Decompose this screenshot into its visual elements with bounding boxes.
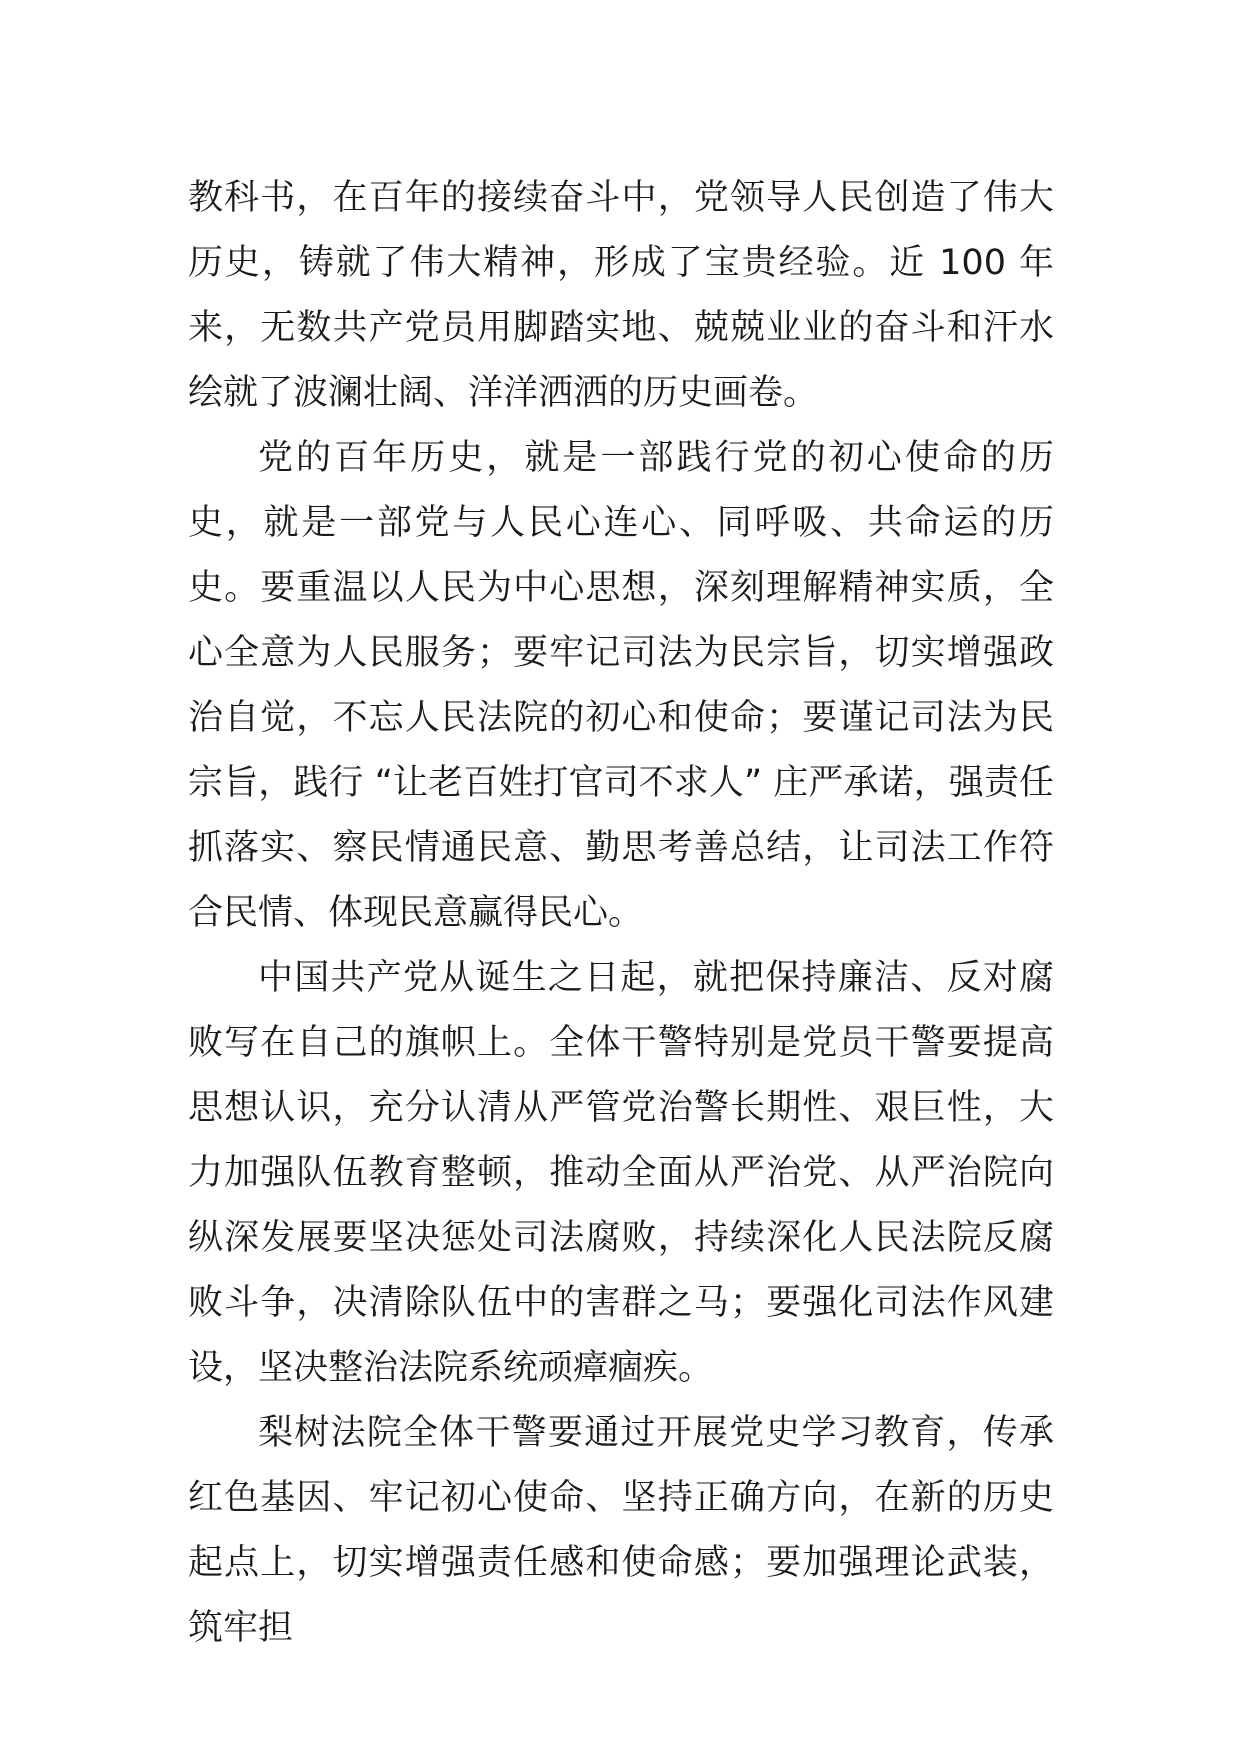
- paragraph-3: 中国共产党从诞生之日起，就把保持廉洁、反对腐败写在自己的旗帜上。全体干警特别是党员干警要提高思想认识，充分认清从严管党治警长期性、艰巨性，大力加强队伍教育整顿，推动全面从严治党、从严治院向纵深发展要坚决惩处司法腐败，持续深化人民法院反腐败斗争，决清除队伍中的害群之马；要强化司法作风建设，坚决整治法院系统顽瘴痼疾。: [188, 958, 1054, 1388]
- paragraph-4: 梨树法院全体干警要通过开展党史学习教育，传承红色基因、牢记初心使命、坚持正确方向，在新的历史起点上，切实增强责任感和使命感；要加强理论武装，筑牢担: [188, 1413, 1054, 1648]
- document-body: [188, 166, 1054, 1661]
- paragraph-1: 教科书，在百年的接续奋斗中，党领导人民创造了伟大历史，铸就了伟大精神，形成了宝贵经验。近 100 年来，无数共产党员用脚踏实地、兢兢业业的奋斗和汗水绘就了波澜壮阔、洋洋洒洒的历史画卷。: [188, 178, 1054, 413]
- paragraph-2: 党的百年历史，就是一部践行党的初心使命的历史，就是一部党与人民心连心、同呼吸、共命运的历史。要重温以人民为中心思想，深刻理解精神实质，全心全意为人民服务；要牢记司法为民宗旨，切实增强政治自觉，不忘人民法院的初心和使命；要谨记司法为民宗旨，践行 “让老百姓打官司不求人” 庄严承诺，强责任抓落实、察民情通民意、勤思考善总结，让司法工作符合民情、体现民意赢得民心。: [188, 438, 1054, 933]
